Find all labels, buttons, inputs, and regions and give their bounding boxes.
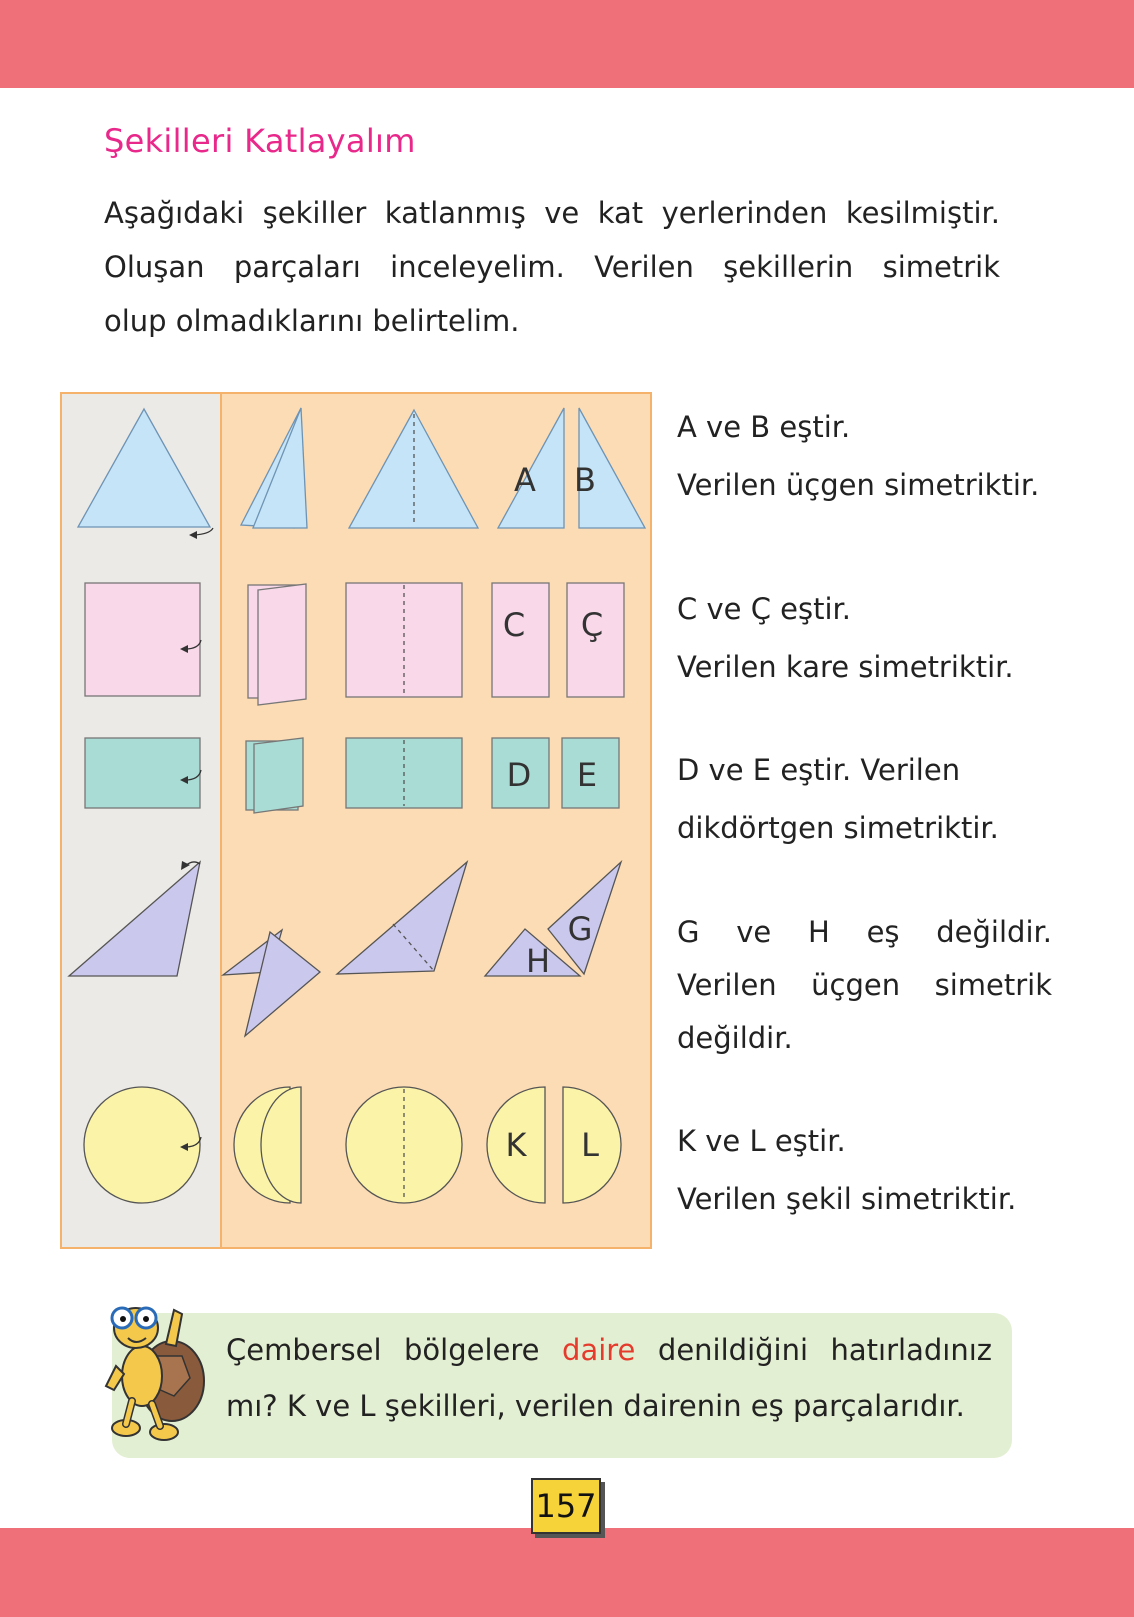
description-ab [677,398,1052,514]
description-cc [677,580,1052,696]
unfolded-square [346,583,462,697]
intro-line: olup olmadıklarını belirtelim. [104,304,520,338]
bottom-band [0,1528,1134,1617]
piece-label: E [576,756,598,794]
note-text-before: Çembersel bölgelere [226,1333,563,1367]
note-line-2: mı? K ve L şekilleri, verilen dairenin eş parçalarıdır. [226,1389,965,1423]
description-kl [677,1112,1052,1228]
intro-paragraph [104,186,1000,348]
note-text-after: denildiğini hatırladınız [635,1333,992,1367]
description-line: K ve L eştir. [677,1124,846,1158]
note-highlight: daire [562,1333,636,1367]
original-square [85,583,200,696]
description-line: A ve B eştir. [677,410,851,444]
intro-line: Oluşan parçaları inceleyelim. Verilen şekillerin simetrik [104,250,1000,284]
description-line: Verilen şekil simetriktir. [677,1182,1017,1216]
folded-square-front [258,584,306,705]
description-de [677,741,1052,857]
row-square [85,583,624,705]
note-text [226,1322,992,1434]
original-rectangle [85,738,200,808]
description-line: Verilen üçgen simetriktir. [677,468,1040,502]
page-number: 157 [531,1478,601,1534]
top-band [0,0,1134,88]
piece-label: L [581,1126,599,1164]
description-line: değildir. [677,1021,793,1055]
description-line: C ve Ç eştir. [677,592,852,626]
turtle-mascot-icon [104,1296,214,1446]
intro-line: Aşağıdaki şekiller katlanmış ve kat yerlerinden kesilmiştir. [104,196,1000,230]
description-gh [677,906,1052,1065]
folded-rectangle-front [254,738,303,813]
piece-label: Ç [580,606,604,644]
description-line: Verilen üçgen simetrik [677,968,1052,1002]
piece-label: B [574,461,596,499]
description-line: Verilen kare simetriktir. [677,650,1014,684]
description-line: D ve E eştir. Verilen [677,753,961,787]
section-title: Şekilleri Katlayalım [104,122,416,160]
original-circle [84,1087,200,1203]
piece-label: A [514,461,536,499]
piece-label: C [502,606,526,644]
piece-label: G [567,910,593,948]
row-rectangle [85,738,619,813]
folding-figure [60,392,653,1249]
piece-label: D [506,756,532,794]
description-line: G ve H eş değildir. [677,915,1052,949]
piece-label: H [525,942,551,980]
folding-figure-svg [60,392,653,1249]
piece-label: K [505,1126,527,1164]
note-line-1 [226,1322,992,1378]
description-line: dikdörtgen simetriktir. [677,811,999,845]
